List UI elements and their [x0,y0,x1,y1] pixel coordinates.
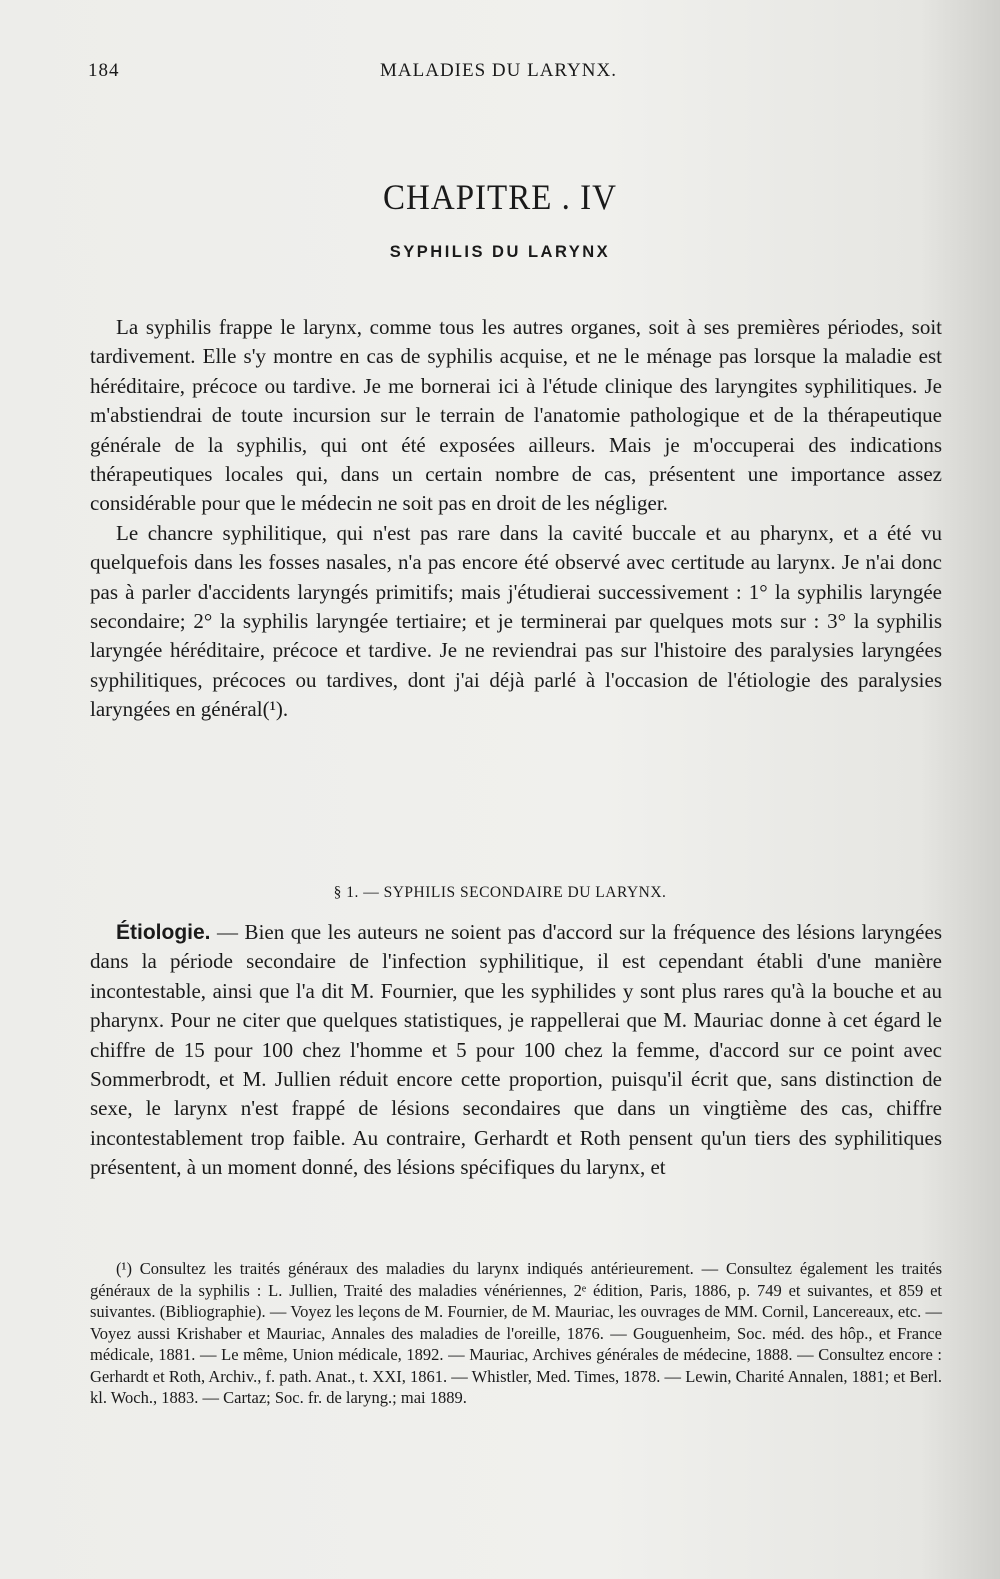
footnote: (¹) Consultez les traités généraux des maladies du larynx indiqués antérieurement. — Consultez également les traités généraux de la syphilis : L. Jullien, Traité des maladies vénériennes, 2ᵉ édition, Paris, 1886, p. 749 et suivantes, et 859 et suivantes. (Bibliographie). — Voyez les leçons de M. Fournier, de M. Mauriac, les ouvrages de MM. Cornil, Lancereaux, etc. — Voyez aussi Krishaber et Mauriac, Annales des maladies de l'oreille, 1876. — Gouguenheim, Soc. méd. des hôp., et France médicale, 1881. — Le même, Union médicale, 1892. — Mauriac, Archives générales de médecine, 1888. — Consultez encore : Gerhardt et Roth, Archiv., f. path. Anat., t. XXI, 1861. — Whistler, Med. Times, 1878. — Lewin, Charité Annalen, 1881; et Berl. kl. Woch., 1883. — Cartaz; Soc. fr. de laryng.; mai 1889. [90,1259,942,1407]
chapter-title: CHAPITRE . IV [383,178,617,218]
etiologie-lead: Étiologie. [116,921,211,944]
page-number: 184 [88,60,120,81]
paragraph: La syphilis frappe le larynx, comme tous les autres organes, soit à ses premières périodes, soit tardivement. Elle s'y montre en cas de syphilis acquise, et ne le ménage pas lorsque la maladie est héréditaire, précoce ou tardive. Je me bornerai ici à l'étude clinique des laryngites syphilitiques. Je m'abstiendrai de toute incursion sur le terrain de l'anatomie pathologique et de la thérapeutique générale de la syphilis, qui ont été exposées ailleurs. Mais je m'occuperai des indications thérapeutiques locales qui, dans un certain nombre de cas, présentent une importance assez considérable pour que le médecin ne soit pas en droit de les négliger. [90,315,942,516]
paragraph: Le chancre syphilitique, qui n'est pas rare dans la cavité buccale et au pharynx, et a été vu quelquefois dans les fosses nasales, n'a pas encore été observé avec certitude au larynx. Je n'ai donc pas à parler d'accidents laryngés primitifs; mais j'étudierai successivement : 1° la syphilis laryngée secondaire; 2° la syphilis laryngée tertiaire; et je terminerai par quelques mots sur : 3° la syphilis laryngée héréditaire, précoce et tardive. Je ne reviendrai pas sur l'histoire des paralysies laryngées syphilitiques, précoces ou tardives, dont j'ai déjà parlé à l'occasion de l'étiologie des paralysies laryngées en général(¹). [90,520,942,722]
footnotes [90,1258,942,1409]
running-head [88,60,940,90]
running-title: MALADIES DU LARYNX. [380,60,617,81]
etiologie-paragraph [90,918,942,1183]
chapter-subtitle: SYPHILIS DU LARYNX [389,243,611,261]
section-heading: § 1. — SYPHILIS SECONDAIRE DU LARYNX. [333,884,667,901]
chapter-body [90,313,942,725]
etiologie-text: — Bien que les auteurs ne soient pas d'accord sur la fréquence des lésions laryngées dans la période secondaire de l'infection syphilitique, il est cependant établi d'une manière incontestable, ainsi que l'a dit M. Fournier, que les syphilides y sont plus rares qu'à la bouche et au pharynx. Pour ne citer que quelques statistiques, je rappellerai que M. Mauriac donne à cet égard le chiffre de 15 pour 100 chez l'homme et 5 pour 100 chez la femme, d'accord sur ce point avec Sommerbrodt, et M. Jullien réduit encore cette proportion, puisqu'il écrit que, sans distinction de sexe, le larynx n'est frappé de lésions secondaires que dans un vingtième des cas, chiffre incontestablement trop faible. Au contraire, Gerhardt et Roth pensent qu'un tiers des syphilitiques présentent, à un moment donné, des lésions spécifiques du larynx, et [90,920,942,1180]
